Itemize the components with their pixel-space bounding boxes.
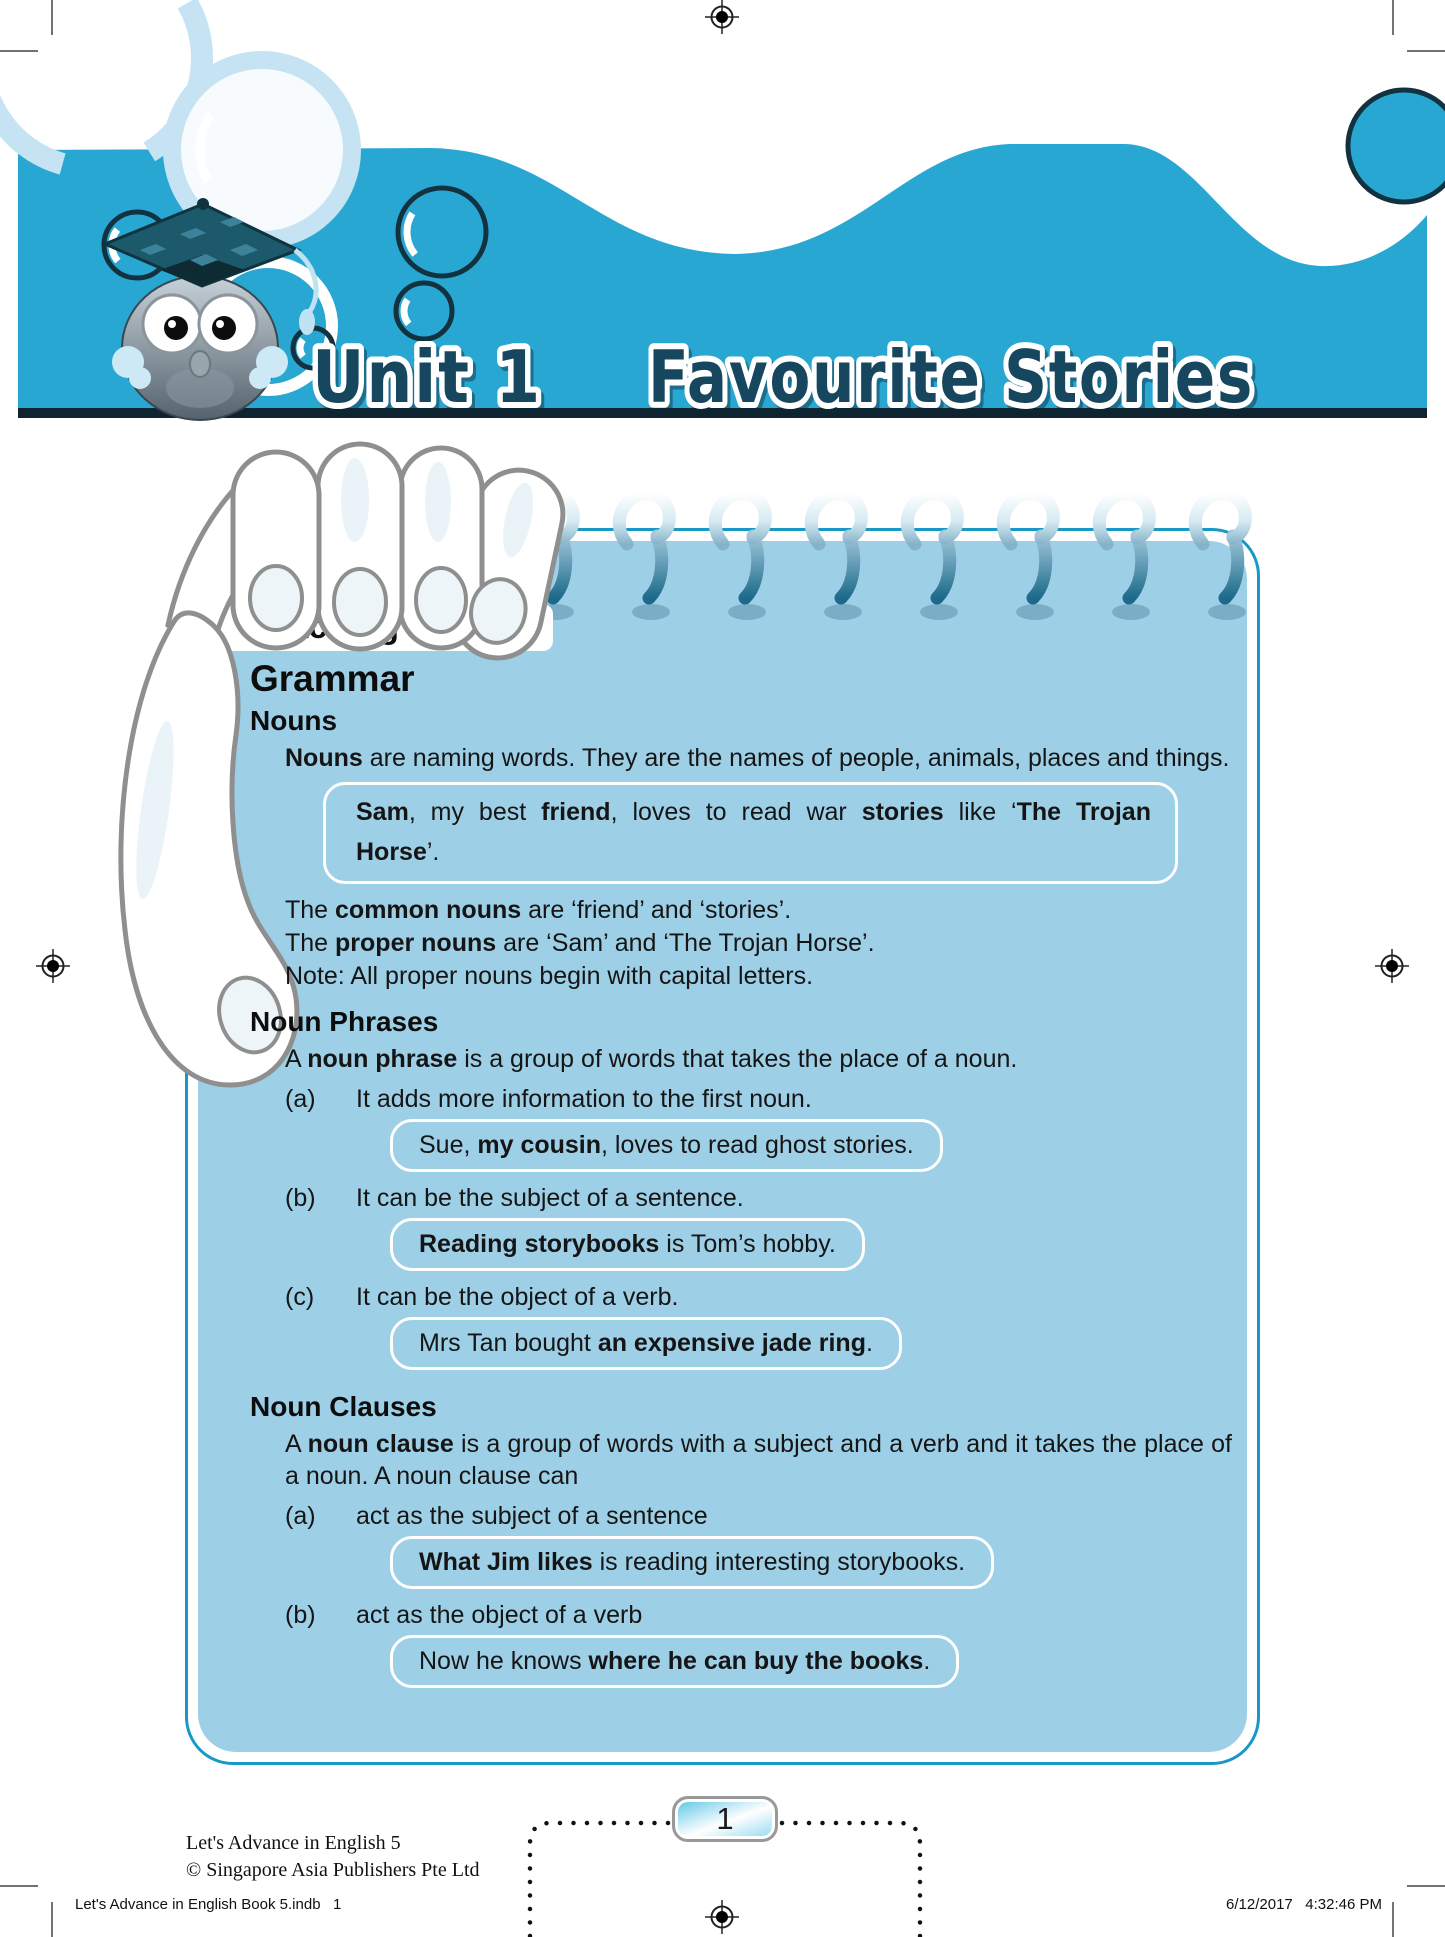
book-title: Let's Advance in English 5 — [186, 1832, 401, 1854]
noun-clauses-intro: A noun clause is a group of words with a subject and a verb and it takes the place of a noun. A noun clause can — [285, 1430, 1232, 1490]
spiral-ring-icon — [1003, 494, 1054, 620]
spiral-ring-icon — [1099, 494, 1150, 620]
item-label: (a) — [285, 1085, 316, 1113]
nouns-note-2: The proper nouns are ‘Sam’ and ‘The Trojan Horse’. — [285, 929, 875, 957]
nouns-intro: Nouns are naming words. They are the names of people, animals, places and things. — [285, 744, 1230, 772]
item-text: act as the object of a verb — [356, 1601, 643, 1629]
example-text: Reading storybooks is Tom’s hobby. — [419, 1230, 836, 1258]
example-box-np-c — [390, 1317, 902, 1370]
nouns-heading: Nouns — [250, 705, 338, 736]
corner-circle — [1348, 90, 1445, 202]
example-text: Sam, my best friend, loves to read war stories like ‘The Trojan Horse’. — [356, 798, 1151, 866]
example-text: Now he knows where he can buy the books. — [419, 1647, 931, 1675]
example-box-np-b — [390, 1218, 865, 1271]
item-text: act as the subject of a sentence — [356, 1502, 708, 1530]
page-title: Favourite Stories — [648, 335, 1254, 419]
spiral-ring-icon — [811, 494, 862, 620]
spiral-ring-icon — [715, 494, 766, 620]
noun-phrases-intro: A noun phrase is a group of words that takes the place of a noun. — [285, 1045, 1018, 1073]
noun-clauses-item-a — [285, 1500, 1248, 1532]
nouns-note-1: The common nouns are ‘friend’ and ‘stories’. — [285, 896, 792, 924]
page-number: 1 — [716, 1801, 734, 1836]
item-text: It can be the object of a verb. — [356, 1283, 679, 1311]
spiral-ring-icon — [619, 494, 670, 620]
unit-label: Unit 1 — [312, 335, 542, 419]
print-datetime: 6/12/2017 4:32:46 PM — [1226, 1896, 1382, 1913]
item-label: (c) — [285, 1283, 315, 1311]
noun-clauses-item-b — [285, 1599, 1248, 1631]
print-file-info: Let's Advance in English Book 5.indb 1 — [75, 1896, 342, 1913]
registration-mark-icon — [1375, 949, 1409, 983]
example-box-nouns — [323, 782, 1178, 884]
example-text: Mrs Tan bought an expensive jade ring. — [419, 1329, 873, 1357]
teaching-focus-content — [200, 658, 1248, 1696]
example-box-nc-b — [390, 1635, 959, 1688]
noun-clauses-heading: Noun Clauses — [250, 1391, 437, 1422]
grammar-heading: Grammar — [250, 658, 415, 699]
copyright: © Singapore Asia Publishers Pte Ltd — [186, 1859, 480, 1881]
page-number-badge — [672, 1796, 778, 1842]
spiral-ring-icon — [907, 494, 958, 620]
spiral-binding — [500, 480, 1300, 630]
noun-phrases-heading: Noun Phrases — [250, 1006, 439, 1037]
spiral-ring-icon — [1195, 494, 1246, 620]
item-text: It adds more information to the first noun. — [356, 1085, 812, 1113]
noun-phrases-item-a — [285, 1083, 1248, 1115]
item-label: (b) — [285, 1184, 316, 1212]
item-label: (b) — [285, 1601, 316, 1629]
example-text: What Jim likes is reading interesting storybooks. — [419, 1548, 966, 1576]
example-box-nc-a — [390, 1536, 994, 1589]
header-banner — [0, 0, 1445, 470]
example-text: Sue, my cousin, loves to read ghost stories. — [419, 1131, 914, 1159]
item-label: (a) — [285, 1502, 316, 1530]
registration-mark-icon — [36, 949, 70, 983]
nouns-note-3: Note: All proper nouns begin with capital letters. — [285, 962, 814, 990]
item-text: It can be the subject of a sentence. — [356, 1184, 744, 1212]
noun-phrases-item-c — [285, 1281, 1248, 1313]
noun-phrases-item-b — [285, 1182, 1248, 1214]
example-box-np-a — [390, 1119, 943, 1172]
